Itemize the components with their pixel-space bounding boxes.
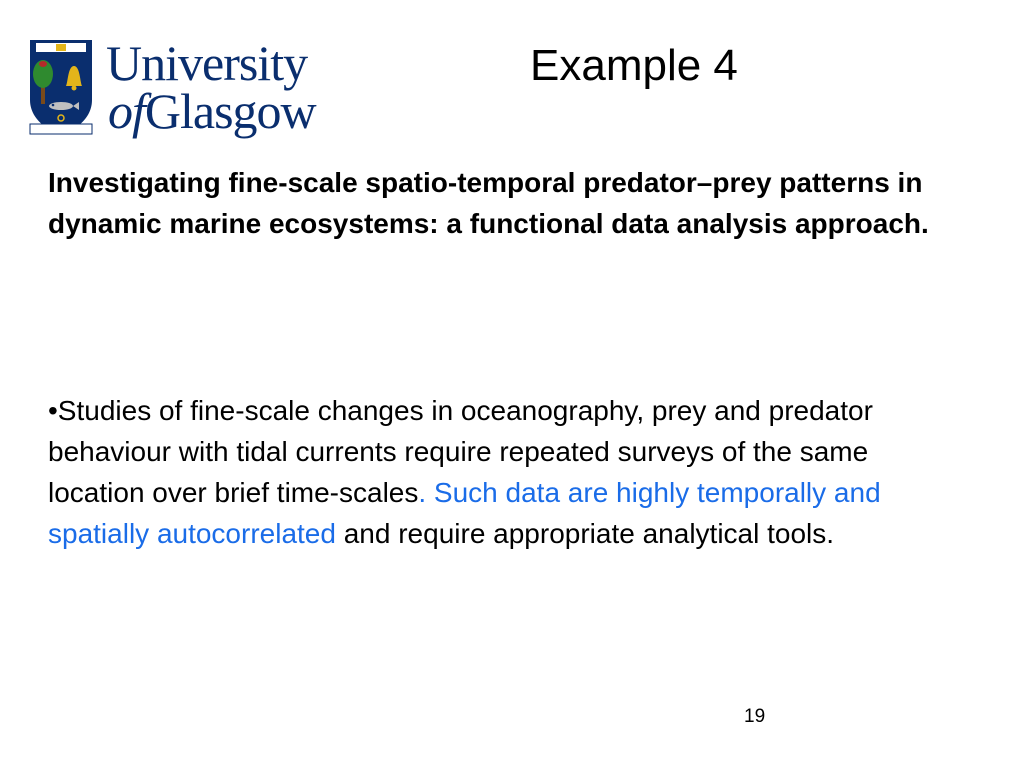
page-number: 19 bbox=[744, 706, 766, 727]
bullet-text-part1: •Studies of fine-scale changes in oceanography, prey and predator behaviour with tidal currents require repeated surveys of the same location over brief time-scales bbox=[48, 395, 873, 508]
bullet-highlight-text: . Such data are highly temporally and spatially autocorrelated bbox=[48, 477, 881, 549]
university-crest-icon bbox=[28, 38, 94, 136]
university-logo bbox=[28, 35, 350, 139]
logo-wordmark-university: University bbox=[106, 35, 308, 91]
paper-title: Investigating fine-scale spatio-temporal predator–prey patterns in dynamic marine ecosystems: a functional data analysis approach. bbox=[48, 167, 929, 239]
logo-wordmark-of: of bbox=[108, 83, 145, 139]
logo-wordmark-glasgow-text: Glasgow bbox=[144, 83, 316, 139]
bullet-text-part2: and require appropriate analytical tools. bbox=[335, 518, 835, 549]
slide-title: Example 4 bbox=[530, 41, 738, 90]
bullet-text bbox=[48, 390, 948, 554]
logo-wordmark-glasgow bbox=[108, 83, 316, 139]
